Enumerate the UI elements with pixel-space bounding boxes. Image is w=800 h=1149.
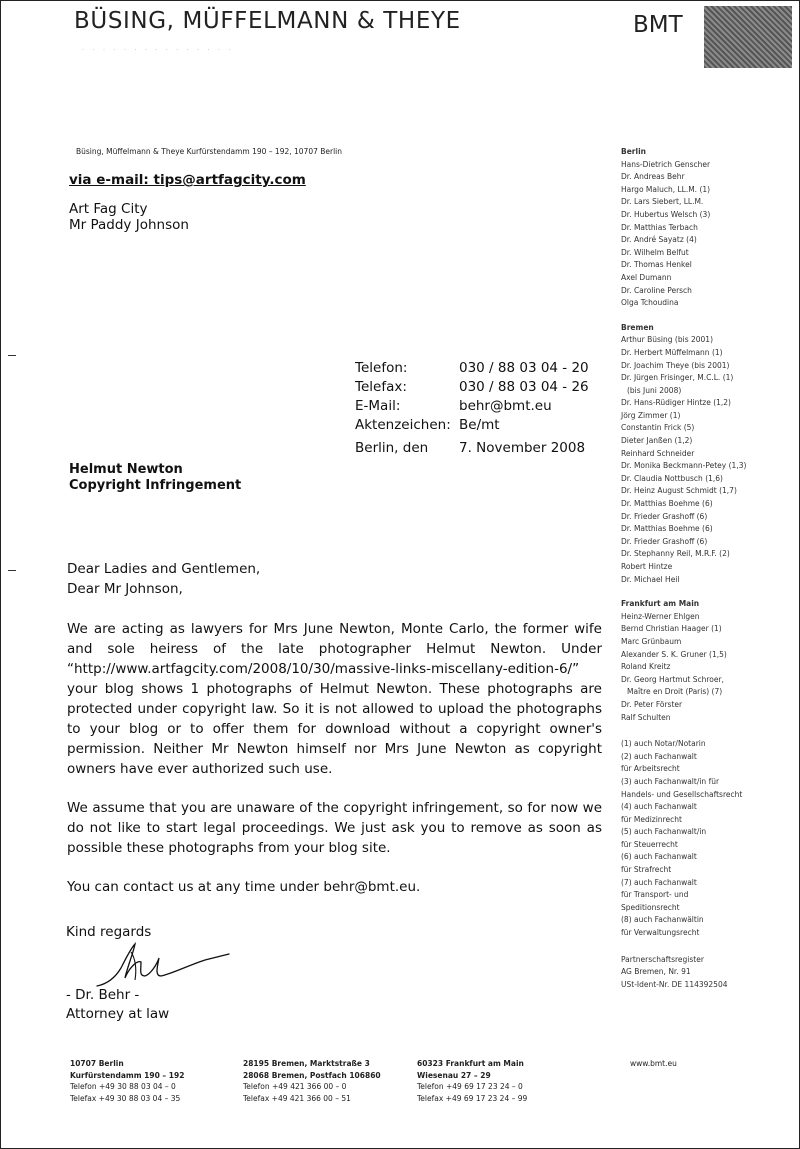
place-date-row (355, 439, 589, 458)
salutation (67, 559, 602, 599)
footer-line: Telefax +49 30 88 03 04 – 35 (70, 1093, 181, 1103)
partner-name: Bernd Christian Haager (1) (621, 624, 722, 634)
partner-name: Dr. Peter Förster (621, 699, 683, 709)
signer-title: Attorney at law (66, 1006, 170, 1022)
partner-name: (bis Juni 2008) (627, 385, 682, 395)
contact-value[interactable]: behr@bmt.eu (459, 398, 552, 414)
body-paragraph: We assume that you are unaware of the copyright infringement, so for now we do not like to start legal proceedings. We just ask you to remove as soon as possible these photographs from your blog site. (67, 800, 602, 856)
partner-name: Dr. Wilhelm Belfut (621, 247, 689, 257)
footnote-line: für Verwaltungsrecht (621, 928, 700, 938)
partner-name: Dr. André Sayatz (4) (621, 235, 697, 245)
contact-block (355, 359, 589, 458)
partner-name: Heinz-Werner Ehlgen (621, 611, 700, 621)
footer-line: Telefon +49 69 17 23 24 – 0 (417, 1082, 523, 1091)
partner-name: Reinhard Schneider (621, 448, 695, 458)
partner-name: Dr. Caroline Persch (621, 285, 692, 295)
letter-date: 7. November 2008 (459, 440, 586, 456)
salutation-line: Dear Ladies and Gentlemen, (67, 561, 261, 577)
registry-info (621, 954, 746, 992)
subject-line: Copyright Infringement (69, 478, 242, 493)
handwritten-signature (95, 938, 235, 990)
footer-line: Telefax +49 421 366 00 – 51 (243, 1093, 351, 1103)
contact-label: Telefax: (355, 379, 407, 395)
fold-mark (8, 355, 16, 356)
footnote-line: für Medizinrecht (621, 814, 682, 824)
partner-name: Jörg Zimmer (1) (621, 410, 681, 420)
partner-name: Dr. Heinz August Schmidt (1,7) (621, 486, 737, 496)
recipient-block (69, 201, 189, 233)
contact-value: 030 / 88 03 04 - 26 (459, 379, 589, 395)
closing: Kind regards (66, 924, 152, 940)
footnote-line: für Arbeitsrecht (621, 764, 680, 774)
partner-name: Dr. Claudia Nottbusch (1,6) (621, 473, 723, 483)
partner-name: Hans-Dietrich Genscher (621, 159, 711, 169)
website-link[interactable]: www.bmt.eu (630, 1059, 677, 1068)
registry-line: USt-Ident-Nr. DE 114392504 (621, 979, 728, 989)
partner-list-frankfurt (621, 611, 746, 724)
partner-name: Dr. Hubertus Welsch (3) (621, 209, 711, 219)
partner-name: Hargo Maluch, LL.M. (1) (621, 184, 711, 194)
partner-name: Robert Hintze (621, 562, 673, 571)
footnote-line: (6) auch Fachanwalt (621, 852, 697, 862)
partner-name: Dr. Herbert Müffelmann (1) (621, 347, 723, 357)
footnote-line: (2) auch Fachanwalt (621, 751, 697, 761)
contact-row (355, 397, 589, 416)
firm-initials: BMT (633, 12, 683, 38)
footnote-line: für Steuerrecht (621, 839, 678, 849)
partner-name: Dr. Joachim Theye (bis 2001) (621, 360, 730, 370)
partner-name: Dr. Monika Beckmann-Petey (1,3) (621, 461, 747, 471)
via-email-link[interactable]: via e-mail: tips@artfagcity.com (69, 172, 306, 188)
partner-name: Dr. Lars Siebert, LL.M. (621, 197, 704, 207)
office-heading-berlin: Berlin (621, 147, 646, 156)
footnotes-list (621, 738, 746, 940)
contact-label: E-Mail: (355, 398, 401, 414)
fold-mark (8, 570, 16, 571)
registry-line: AG Bremen, Nr. 91 (621, 967, 691, 977)
partner-name: Dr. Matthias Boehme (6) (621, 499, 713, 509)
partner-name: Dr. Matthias Terbach (621, 222, 698, 232)
partner-name: Alexander S. K. Gruner (1,5) (621, 649, 727, 659)
footer-line: 10707 Berlin (70, 1059, 124, 1068)
partner-name: Arthur Büsing (bis 2001) (621, 335, 713, 345)
footnote-line: (7) auch Fachanwalt (621, 877, 697, 887)
partner-name: Dr. Frieder Grashoff (6) (621, 536, 708, 546)
partner-name: Marc Grünbaum (621, 636, 682, 646)
faint-tagline: · · · · · · · · · · · · · · · (82, 46, 234, 54)
partner-name: Axel Dumann (621, 272, 672, 282)
subject-line: Helmut Newton (69, 462, 183, 477)
recipient-company: Art Fag City (69, 201, 148, 217)
subject-block (69, 462, 241, 494)
partner-name: Dr. Andreas Behr (621, 172, 685, 182)
partner-name: Dr. Hans-Rüdiger Hintze (1,2) (621, 398, 731, 408)
partner-name: Dr. Michael Heil (621, 574, 680, 584)
footer-line: Telefax +49 69 17 23 24 – 99 (417, 1093, 528, 1103)
contact-value: Be/mt (459, 417, 500, 433)
footnote-line: Speditionsrecht (621, 902, 680, 912)
signer-name: - Dr. Behr - (66, 987, 140, 1003)
footnote-line: Handels- und Gesellschaftsrecht (621, 789, 743, 799)
footnote-line: für Transport- und (621, 890, 689, 900)
partner-list-berlin (621, 159, 746, 310)
contact-value: 030 / 88 03 04 - 20 (459, 360, 589, 376)
footer-line: 60323 Frankfurt am Main (417, 1059, 524, 1068)
sender-address-line: Büsing, Müffelmann & Theye Kurfürstendamm 190 – 192, 10707 Berlin (76, 147, 343, 156)
footnote-line: (5) auch Fachanwalt/in (621, 827, 707, 837)
contact-label: Aktenzeichen: (355, 417, 451, 433)
contact-row (355, 416, 589, 435)
footer-line: 28195 Bremen, Marktstraße 3 (243, 1059, 370, 1068)
footer-berlin (70, 1058, 184, 1104)
registry-line: Partnerschaftsregister (621, 954, 704, 964)
partner-name: Dr. Jürgen Frisinger, M.C.L. (1) (621, 373, 734, 383)
partner-name: Roland Kreitz (621, 662, 671, 672)
partner-name: Dieter Janßen (1,2) (621, 436, 693, 446)
contact-label: Telefon: (355, 360, 408, 376)
office-heading-frankfurt: Frankfurt am Main (621, 599, 700, 609)
recipient-person: Mr Paddy Johnson (69, 217, 189, 233)
letter-body (67, 559, 602, 897)
signer-block (66, 986, 169, 1024)
footnote-line: (1) auch Notar/Notarin (621, 739, 706, 749)
partners-sidebar (621, 146, 746, 991)
partner-name: Dr. Frieder Grashoff (6) (621, 511, 708, 521)
footer-line: 28068 Bremen, Postfach 106860 (243, 1070, 381, 1080)
place-label: Berlin, den (355, 440, 429, 456)
footer-frankfurt (417, 1058, 527, 1104)
footnote-line: (8) auch Fachanwältin (621, 915, 704, 925)
contact-row (355, 378, 589, 397)
footer-line: Kurfürstendamm 190 – 192 (70, 1070, 185, 1080)
partner-name: Olga Tchoudina (621, 298, 679, 308)
footnote-line: für Strafrecht (621, 865, 672, 875)
footer-line: Telefon +49 30 88 03 04 – 0 (70, 1082, 176, 1091)
partner-name: Dr. Stephanny Reil, M.R.F. (2) (621, 549, 730, 559)
partner-name: Dr. Georg Hartmut Schroer, (621, 674, 724, 684)
footer-line: Telefon +49 421 366 00 – 0 (243, 1082, 347, 1091)
partner-name: Ralf Schulten (621, 712, 671, 722)
partner-name: Maître en Droit (Paris) (7) (627, 687, 723, 697)
partner-list-bremen (621, 334, 746, 586)
salutation-line: Dear Mr Johnson, (67, 581, 183, 597)
footnote-line: (3) auch Fachanwalt/in für (621, 776, 720, 786)
contact-row (355, 359, 589, 378)
footer-line: Wiesenau 27 – 29 (417, 1070, 491, 1080)
partner-name: Dr. Thomas Henkel (621, 260, 692, 270)
partner-name: Dr. Matthias Boehme (6) (621, 524, 713, 534)
partner-name: Constantin Frick (5) (621, 423, 695, 433)
firm-name: BÜSING, MÜFFELMANN & THEYE (74, 8, 461, 34)
footnote-line: (4) auch Fachanwalt (621, 802, 697, 812)
office-heading-bremen: Bremen (621, 322, 654, 332)
body-paragraph: We are acting as lawyers for Mrs June Newton, Monte Carlo, the former wife and sole heiress of the late photographer Helmut Newton. Under “http://www.artfagcity.com/2008/10/30/massive-links-miscellany-edition-6/” your blog shows 1 photographs of Helmut Newton. These photographs are protected under copyright law. So it is not allowed to upload the photographs to your blog or to offer them for download without a copyright owner's permission. Neither Mr Newton himself nor Mrs June Newton as copyright owners have ever authorized such use. (67, 621, 602, 777)
logo-texture (704, 6, 792, 68)
body-paragraph: You can contact us at any time under behr@bmt.eu. (67, 879, 421, 895)
footer-bremen (243, 1058, 381, 1104)
